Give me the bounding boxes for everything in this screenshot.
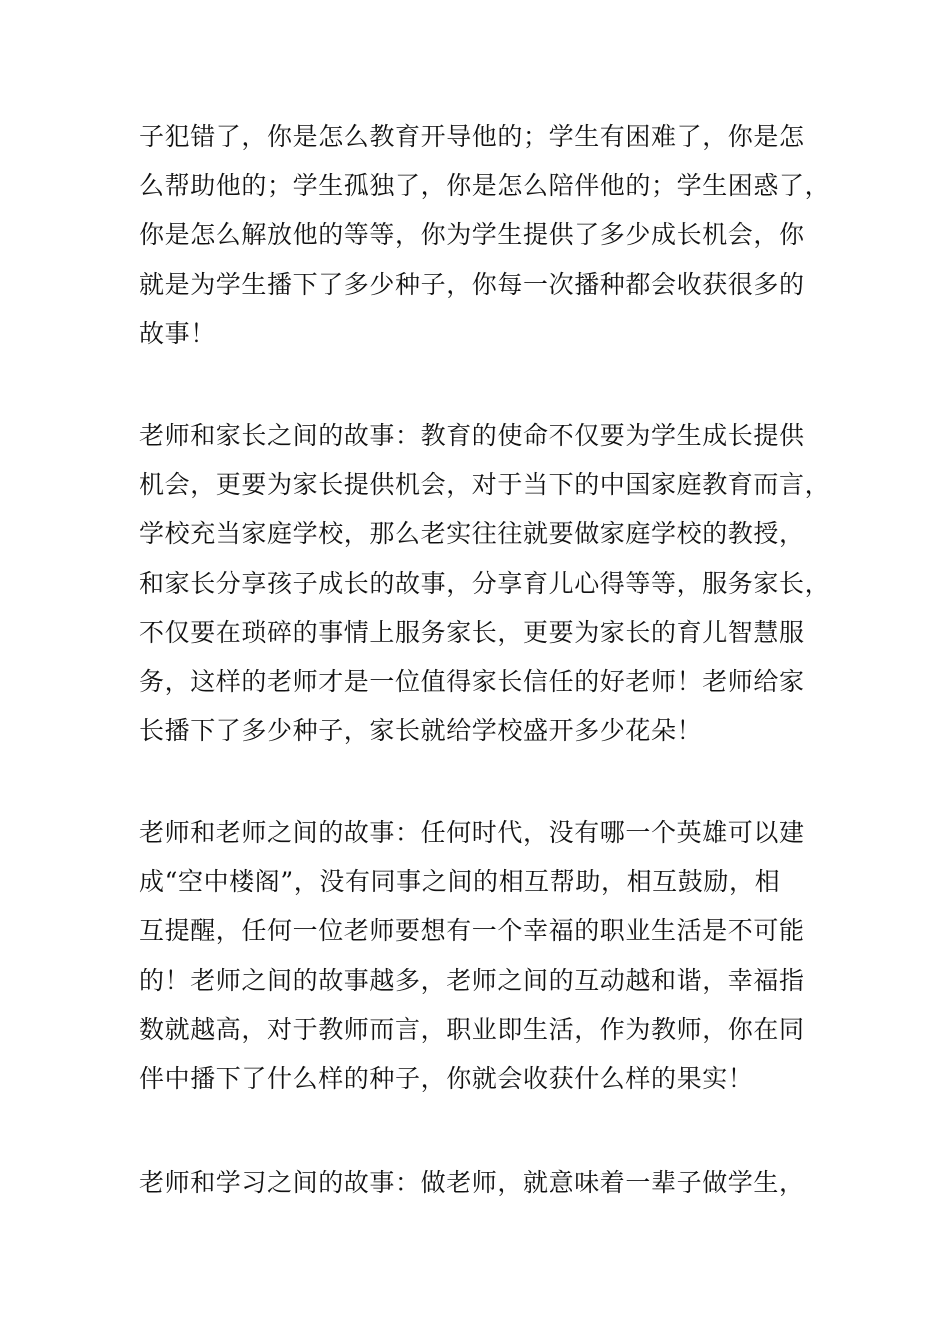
text-line: 互提醒，任何一位老师要想有一个幸福的职业生活是不可能 bbox=[139, 916, 805, 946]
text-line: 你是怎么解放他的等等，你为学生提供了多少成长机会，你 bbox=[139, 220, 805, 250]
text-line: 和家长分享孩子成长的故事，分享育儿心得等等，服务家长， bbox=[139, 568, 831, 598]
text-line: 务，这样的老师才是一位值得家长信任的好老师！老师给家 bbox=[139, 666, 805, 696]
text-line: 老师和家长之间的故事：教育的使命不仅要为学生成长提供 bbox=[139, 421, 805, 450]
text-line: 老师和学习之间的故事：做老师，就意味着一辈子做学生， bbox=[139, 1168, 805, 1197]
paragraph-teacher-parent bbox=[139, 411, 829, 755]
text-line: 学校充当家庭学校，那么老实往往就要做家庭学校的教授， bbox=[139, 519, 805, 549]
paragraph-teacher-teacher bbox=[139, 808, 829, 1103]
text-line: 成“空中楼阁”，没有同事之间的相互帮助，相互鼓励，相 bbox=[139, 867, 781, 897]
text-line: 不仅要在琐碎的事情上服务家长，更要为家长的育儿智慧服 bbox=[139, 617, 805, 647]
paragraph-teacher-student bbox=[139, 112, 829, 358]
text-line: 伴中播下了什么样的种子，你就会收获什么样的果实！ bbox=[139, 1063, 754, 1093]
paragraph-teacher-learning bbox=[139, 1158, 829, 1207]
text-line: 数就越高，对于教师而言，职业即生活，作为教师，你在同 bbox=[139, 1014, 805, 1044]
text-line: 么帮助他的；学生孤独了，你是怎么陪伴他的；学生困惑了， bbox=[139, 171, 831, 201]
text-line: 就是为学生播下了多少种子，你每一次播种都会收获很多的 bbox=[139, 269, 805, 299]
text-line: 机会，更要为家长提供机会，对于当下的中国家庭教育而言， bbox=[139, 470, 831, 500]
text-line: 故事！ bbox=[139, 318, 216, 348]
text-line: 老师和老师之间的故事：任何时代，没有哪一个英雄可以建 bbox=[139, 818, 805, 847]
text-line: 的！老师之间的故事越多，老师之间的互动越和谐，幸福指 bbox=[139, 965, 805, 995]
text-line: 长播下了多少种子，家长就给学校盛开多少花朵！ bbox=[139, 716, 703, 746]
text-line: 子犯错了，你是怎么教育开导他的；学生有困难了，你是怎 bbox=[139, 122, 805, 151]
